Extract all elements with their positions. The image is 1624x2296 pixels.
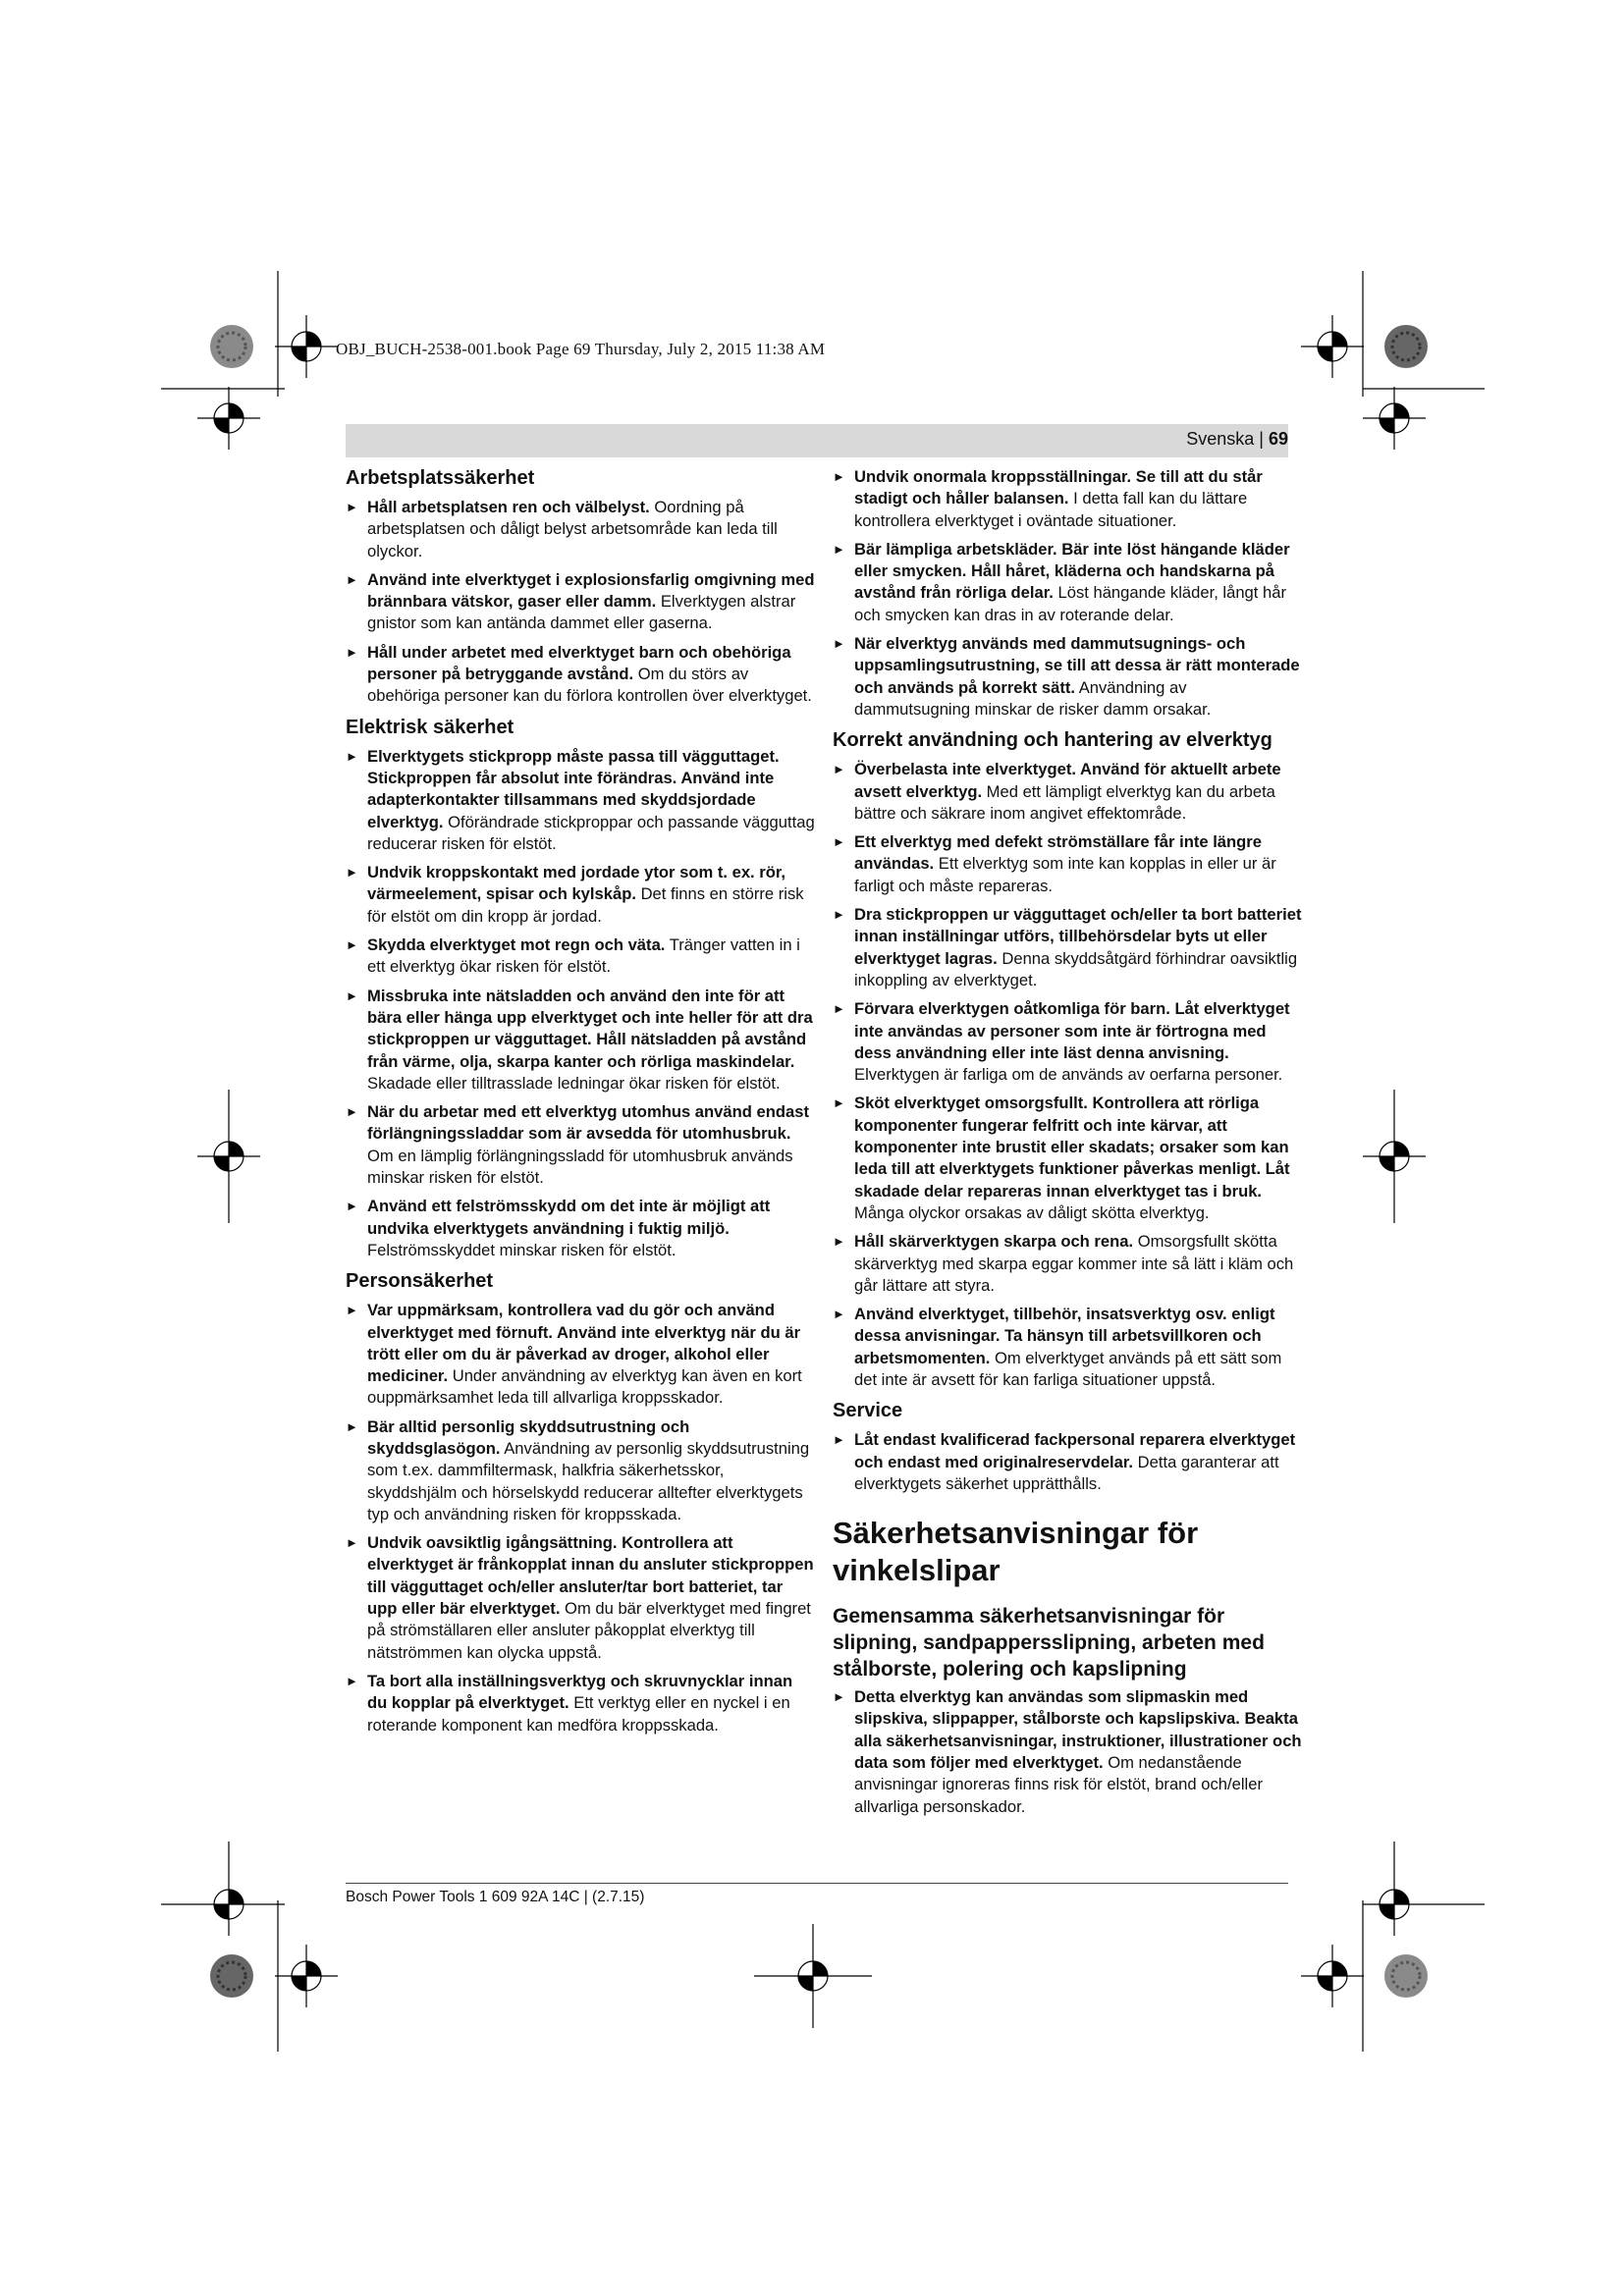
bullet-marker-icon: ► <box>833 1689 845 1705</box>
section-heading: Korrekt användning och hantering av elverktyg <box>833 729 1272 752</box>
bullet-marker-icon: ► <box>346 500 358 514</box>
instruction-emphasis: Skydda elverktyget mot regn och väta. <box>367 935 666 955</box>
safety-instruction <box>833 759 1302 825</box>
instruction-emphasis: Ta bort alla inställningsverktyg och skruvnycklar innan du kopplar på elverktyget. <box>367 1671 793 1713</box>
safety-instruction <box>346 1532 815 1664</box>
bullet-marker-icon: ► <box>833 1234 845 1250</box>
safety-instruction <box>346 1300 815 1409</box>
safety-instruction <box>346 986 815 1095</box>
instruction-emphasis: Bär lämpliga arbetskläder. Bär inte löst hängande kläder eller smycken. Håll håret, kläderna och handskarna på avstånd från rörliga delar. <box>854 539 1290 603</box>
safety-instruction <box>833 831 1302 897</box>
instruction-emphasis: Använd ett felströmsskydd om det inte är möjligt att undvika elverktygets användning i fuktig miljö. <box>367 1197 771 1238</box>
footer: Bosch Power Tools 1 609 92A 14C | (2.7.15) <box>346 1889 645 1905</box>
bullet-marker-icon: ► <box>833 907 845 923</box>
instruction-explanation: I detta fall kan du lättare kontrollera elverktyget i oväntade situationer. <box>854 489 1248 530</box>
instruction-emphasis: Sköt elverktyget omsorgsfullt. Kontrollera att rörliga komponenter fungerar felfritt och inte kärvar, att komponenter inte brustit eller skadats; orsaker som kan leda till att elverktygets funktioner påverkas menligt. Låt skadade delar repareras innan elverktyget tas i bruk. <box>854 1094 1290 1201</box>
safety-instruction <box>833 998 1302 1086</box>
bullet-marker-icon: ► <box>346 571 358 587</box>
bullet-marker-icon: ► <box>346 1418 358 1434</box>
bullet-marker-icon: ► <box>833 762 845 777</box>
safety-instruction <box>346 746 815 855</box>
bullet-marker-icon: ► <box>833 636 845 652</box>
safety-instruction <box>833 1429 1302 1495</box>
instruction-explanation: Skadade eller tilltrasslade ledningar ökar risken för elstöt. <box>367 1073 781 1093</box>
header-band <box>346 424 1288 457</box>
bullet-marker-icon: ► <box>346 1673 358 1688</box>
safety-instruction <box>833 466 1302 532</box>
instruction-explanation: Oförändrade stickproppar och passande vägguttag reducerar risken för elstöt. <box>367 812 815 853</box>
instruction-explanation: Ett verktyg eller en nyckel i en roterande komponent kan medföra kroppsskada. <box>367 1693 790 1735</box>
instruction-explanation: Felströmsskyddet minskar risken för elstöt. <box>367 1240 677 1259</box>
bullet-marker-icon: ► <box>346 748 358 764</box>
instruction-explanation: Ett elverktyg som inte kan kopplas in eller ur är farligt och måste repareras. <box>854 854 1276 895</box>
section-heading: Elektrisk säkerhet <box>346 716 514 738</box>
instruction-emphasis: Ett elverktyg med defekt strömställare får inte längre användas. <box>854 832 1262 874</box>
safety-instruction <box>833 1093 1302 1224</box>
instruction-explanation: Användning av personlig skyddsutrustning som t.ex. dammfiltermask, halkfria säkerhetsskor, skyddshjälm och hörselskydd reducerar alltefter elverktygets typ och användning risken för kroppsskada. <box>367 1438 810 1523</box>
instruction-explanation: Under användning av elverktyg kan även en kort ouppmärksamhet leda till allvarliga kroppsskador. <box>367 1366 802 1408</box>
instruction-emphasis: Håll under arbetet med elverktyget barn och obehöriga personer på betryggande avstånd. <box>367 642 791 684</box>
instruction-explanation: Denna skyddsåtgärd förhindrar oavsiktlig inkoppling av elverktyget. <box>854 948 1298 989</box>
safety-instruction <box>346 1416 815 1525</box>
bullet-marker-icon: ► <box>346 937 358 953</box>
instruction-explanation: Elverktygen är farliga om de används av oerfarna personer. <box>854 1065 1283 1085</box>
bullet-marker-icon: ► <box>346 1303 358 1318</box>
safety-instruction <box>346 497 815 562</box>
safety-instruction <box>346 1101 815 1189</box>
instruction-explanation: Om du störs av obehöriga personer kan du förlora kontrollen över elverktyget. <box>367 665 812 706</box>
bullet-marker-icon: ► <box>346 644 358 660</box>
instruction-explanation: Det finns en större risk för elstöt om din kropp är jordad. <box>367 884 804 926</box>
bullet-marker-icon: ► <box>346 1535 358 1551</box>
instruction-emphasis: Håll arbetsplatsen ren och välbelyst. <box>367 498 650 516</box>
instruction-emphasis: Var uppmärksam, kontrollera vad du gör och använd elverktyget med förnuft. Använd inte elverktyg när du är trött eller om du är påverkad av droger, alkohol eller mediciner. <box>367 1301 801 1386</box>
safety-instruction <box>833 1686 1302 1818</box>
instruction-explanation: Användning av dammutsugning minskar de risker damm orsakar. <box>854 677 1212 719</box>
section-heading: Arbetsplatssäkerhet <box>346 467 535 489</box>
instruction-explanation: Om du bär elverktyget med fingret på strömställaren eller ansluter påkopplat elverktyg till nätströmmen kan olycka uppstå. <box>367 1599 811 1662</box>
safety-instruction <box>346 1671 815 1736</box>
print-slug: OBJ_BUCH-2538-001.book Page 69 Thursday, July 2, 2015 11:38 AM <box>336 340 826 358</box>
instruction-emphasis: När elverktyg används med dammutsugnings- och uppsamlingsutrustning, se till att dessa är rätt monterade och används på korrekt sätt. <box>854 634 1300 697</box>
instruction-emphasis: Dra stickproppen ur vägguttaget och/eller ta bort batteriet innan inställningar utförs, tillbehörsdelar byts ut eller elverktyget lagras. <box>854 905 1302 968</box>
instruction-emphasis: Överbelasta inte elverktyget. Använd för aktuellt arbete avsett elverktyg. <box>854 760 1281 801</box>
safety-instruction <box>833 1231 1302 1297</box>
instruction-emphasis: Detta elverktyg kan användas som slipmaskin med slipskiva, slippapper, stålborste och kapslipskiva. Beakta alla säkerhetsanvisningar, instruktioner, illustrationer och data som följer med elverktyget. <box>854 1687 1302 1773</box>
instruction-emphasis: Förvara elverktygen oåtkomliga för barn. Låt elverktyget inte användas av personer som inte är förtrogna med dess användning eller inte läst denna anvisning. <box>854 999 1290 1062</box>
instruction-emphasis: Missbruka inte nätsladden och använd den inte för att bära eller hänga upp elverktyget och inte heller för att dra stickproppen ur vägguttaget. Håll nätsladden på avstånd från värme, olja, skarpa kanter och rörliga maskindelar. <box>367 986 813 1071</box>
safety-instruction <box>346 642 815 708</box>
instruction-explanation: Löst hängande kläder, långt hår och smycken kan dras in av roterande delar. <box>854 583 1286 624</box>
instruction-emphasis: När du arbetar med ett elverktyg utomhus använd endast förlängningssladdar som är avsedda för utomhusbruk. <box>367 1102 809 1144</box>
instruction-explanation: Omsorgsfullt skötta skärverktyg med skarpa eggar kommer inte så lätt i kläm och går lättare att styra. <box>854 1232 1294 1295</box>
instruction-explanation: Detta garanterar att elverktygets säkerhet upprätthålls. <box>854 1452 1279 1493</box>
instruction-emphasis: Undvik kroppskontakt med jordade ytor som t. ex. rör, värmeelement, spisar och kylskåp. <box>367 863 786 904</box>
bullet-marker-icon: ► <box>833 1001 845 1017</box>
section-heading: Personsäkerhet <box>346 1270 494 1293</box>
safety-instruction <box>833 633 1302 721</box>
instruction-explanation: Om nedanstående anvisningar ignoreras finns risk för elstöt, brand och/eller allvarliga personskador. <box>854 1753 1263 1816</box>
instruction-emphasis: Använd elverktyget, tillbehör, insatsverktyg osv. enligt dessa anvisningar. Ta hänsyn till arbetsvillkoren och arbetsmomenten. <box>854 1305 1275 1367</box>
bullet-marker-icon: ► <box>833 1307 845 1322</box>
left-column <box>346 466 815 1743</box>
instruction-emphasis: Låt endast kvalificerad fackpersonal reparera elverktyget och endast med originalreservdelar. <box>854 1430 1296 1471</box>
bullet-marker-icon: ► <box>833 469 845 484</box>
bullet-marker-icon: ► <box>346 1199 358 1214</box>
instruction-emphasis: Använd inte elverktyget i explosionsfarlig omgivning med brännbara vätskor, gaser eller damm. <box>367 569 815 612</box>
instruction-explanation: Elverktygen alstrar gnistor som kan antända dammet eller gaserna. <box>367 592 796 633</box>
instruction-explanation: Om en lämplig förlängningssladd för utomhusbruk används minskar risken för elstöt. <box>367 1146 793 1188</box>
safety-instruction <box>833 904 1302 991</box>
running-header <box>1186 429 1288 450</box>
bullet-marker-icon: ► <box>346 988 358 1003</box>
bullet-marker-icon: ► <box>346 865 358 881</box>
safety-instruction <box>833 1304 1302 1391</box>
chapter-title: Säkerhetsanvisningar för vinkelslipar <box>833 1516 1199 1588</box>
chapter-subtitle: Gemensamma säkerhetsanvisningar för slipning, sandpappersslipning, arbeten med stålborste, polering och kapslipning <box>833 1605 1265 1682</box>
right-column <box>833 466 1302 1825</box>
bullet-marker-icon: ► <box>833 1432 845 1448</box>
footer-rule <box>346 1883 1288 1884</box>
instruction-explanation: Många olyckor orsakas av dåligt skötta elverktyg. <box>854 1202 1210 1222</box>
safety-instruction <box>346 1196 815 1261</box>
header-language: Svenska <box>1186 429 1255 449</box>
safety-instruction <box>833 539 1302 626</box>
safety-instruction <box>346 934 815 979</box>
bullet-marker-icon: ► <box>833 834 845 850</box>
instruction-emphasis: Håll skärverktygen skarpa och rena. <box>854 1232 1134 1252</box>
instruction-explanation: Om elverktyget används på ett sätt som det inte är avsett för kan farliga situationer uppstå. <box>854 1348 1282 1389</box>
bullet-marker-icon: ► <box>833 1095 845 1111</box>
safety-instruction <box>346 569 815 635</box>
instruction-explanation: Oordning på arbetsplatsen och dåligt belyst arbetsområde kan leda till olyckor. <box>367 498 778 561</box>
instruction-emphasis: Undvik oavsiktlig igångsättning. Kontrollera att elverktyget är frånkopplat innan du ansluter stickproppen till vägguttaget och/eller ansluter/tar bort batteriet, tar upp eller bär elverktyget. <box>367 1533 814 1619</box>
safety-instruction <box>346 862 815 928</box>
instruction-explanation: Tränger vatten in i ett elverktyg ökar risken för elstöt. <box>367 935 800 977</box>
instruction-emphasis: Undvik onormala kroppsställningar. Se till att du står stadigt och håller balansen. <box>854 467 1263 508</box>
instruction-emphasis: Bär alltid personlig skyddsutrustning och skyddsglasögon. <box>367 1416 690 1458</box>
header-separator: | <box>1254 429 1269 449</box>
instruction-explanation: Med ett lämpligt elverktyg kan du arbeta bättre och säkrare inom angivet effektområde. <box>854 781 1275 823</box>
bullet-marker-icon: ► <box>833 541 845 557</box>
bullet-marker-icon: ► <box>346 1104 358 1120</box>
instruction-emphasis: Elverktygets stickpropp måste passa till vägguttaget. Stickproppen får absolut inte förändras. Använd inte adapterkontakter tillsammans med skyddsjordade elverktyg. <box>367 746 780 831</box>
section-heading: Service <box>833 1400 903 1422</box>
page-number: 69 <box>1268 429 1288 449</box>
